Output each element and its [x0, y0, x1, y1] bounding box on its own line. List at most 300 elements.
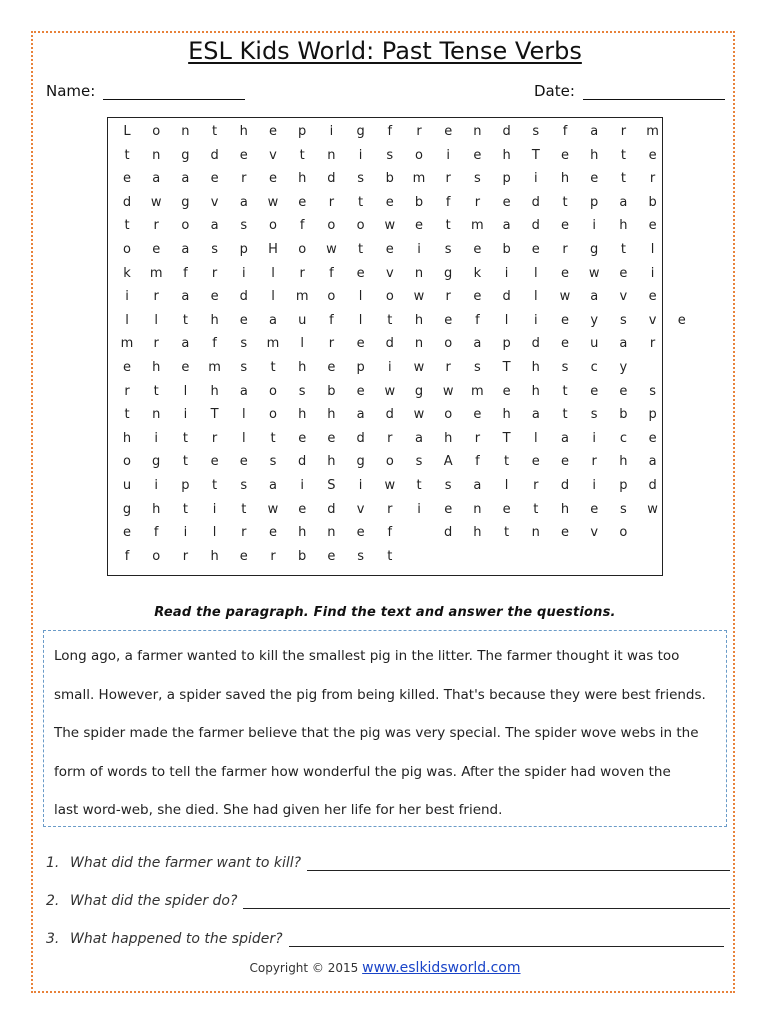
grid-letter: A [443, 454, 453, 470]
grid-letter: i [387, 360, 392, 375]
grid-letter: b [298, 548, 307, 564]
grid-letter: T [210, 407, 219, 423]
grid-letter: h [210, 383, 219, 399]
grid-letter: d [560, 478, 570, 493]
grid-letter: a [181, 289, 190, 305]
grid-letter: d [444, 525, 453, 541]
grid-letter: u [590, 336, 599, 352]
grid-letter: s [474, 360, 481, 375]
grid-letter: i [183, 525, 188, 541]
grid-letter: s [474, 171, 481, 187]
grid-letter: o [327, 289, 336, 305]
grid-letter: e [210, 171, 219, 187]
grid-letter: o [181, 218, 190, 234]
grid-letter: t [182, 454, 188, 470]
grid-letter: d [648, 478, 657, 493]
grid-letter: i [241, 265, 246, 281]
grid-letter: r [124, 383, 130, 399]
grid-letter: n [414, 265, 424, 281]
grid-letter: i [154, 430, 158, 446]
grid-letter: n [181, 124, 190, 139]
grid-letter: e [327, 430, 336, 446]
grid-letter: y [590, 312, 599, 328]
grid-letter: i [533, 312, 538, 328]
grid-letter: s [357, 171, 364, 187]
grid-letter: l [650, 242, 655, 257]
grid-letter: e [385, 194, 394, 210]
grid-letter: l [241, 430, 246, 446]
grid-letter: n [152, 147, 161, 163]
grid-letter: v [269, 147, 277, 163]
grid-letter: e [561, 312, 569, 328]
grid-letter: l [300, 336, 304, 352]
date-field[interactable] [534, 82, 725, 100]
grid-letter: p [356, 360, 365, 375]
instruction-text: Read the paragraph. Find the text and answer the questions. [154, 605, 616, 620]
grid-letter: e [444, 501, 453, 517]
grid-letter: i [592, 430, 596, 446]
paragraph-line: form of words to tell the farmer how wonderful the pig was. After the spider had woven the [54, 763, 671, 780]
grid-letter: g [590, 242, 599, 257]
grid-letter: p [648, 407, 657, 423]
grid-letter: d [122, 194, 132, 210]
grid-letter: r [328, 336, 335, 352]
grid-letter: i [533, 171, 538, 187]
grid-letter: h [619, 218, 628, 234]
grid-letter: f [153, 525, 159, 541]
grid-letter: e [590, 171, 599, 187]
grid-letter: a [181, 171, 190, 187]
grid-letter: h [298, 360, 307, 375]
grid-letter: f [475, 312, 480, 328]
grid-letter: r [299, 265, 305, 281]
website-link[interactable]: www.eslkidsworld.com [362, 960, 521, 976]
paragraph-line: small. However, a spider saved the pig from being killed. That's because they were best friends. [54, 686, 706, 703]
grid-letter: b [619, 407, 628, 423]
grid-letter: s [240, 478, 248, 493]
grid-letter: l [358, 312, 363, 328]
question-2 [46, 893, 730, 909]
grid-letter: t [533, 501, 539, 517]
grid-letter: s [620, 312, 627, 328]
grid-letter: s [590, 407, 598, 423]
grid-letter: r [474, 194, 481, 210]
grid-letter: m [120, 336, 134, 352]
grid-letter: o [444, 336, 453, 352]
grid-letter: m [208, 360, 221, 375]
grid-letter: d [356, 430, 365, 446]
grid-letter: e [473, 407, 482, 423]
grid-letter: o [152, 124, 161, 139]
grid-letter: w [647, 501, 658, 517]
grid-letter: s [415, 454, 423, 470]
grid-letter: e [561, 454, 569, 470]
grid-letter: p [619, 478, 628, 493]
grid-letter: s [649, 383, 656, 399]
grid-letter: r [153, 336, 159, 352]
grid-letter: e [239, 312, 248, 328]
grid-letter: f [183, 265, 188, 281]
grid-letter: e [590, 383, 599, 399]
grid-letter: t [182, 430, 188, 446]
grid-letter: u [122, 478, 132, 493]
grid-letter: h [298, 525, 307, 541]
grid-letter: h [298, 407, 307, 423]
grid-letter: g [414, 383, 424, 399]
grid-letter: p [239, 242, 248, 257]
grid-letter: t [241, 501, 247, 517]
grid-letter: e [239, 454, 248, 470]
grid-letter: i [650, 265, 655, 281]
grid-letter: o [123, 454, 131, 470]
grid-letter: h [619, 454, 628, 470]
grid-letter: f [329, 265, 334, 281]
grid-letter: i [417, 242, 421, 257]
grid-letter: w [588, 265, 600, 281]
grid-letter: i [125, 289, 129, 305]
grid-letter: f [387, 525, 393, 541]
grid-letter: n [414, 336, 424, 352]
answer-line-2[interactable] [243, 894, 730, 909]
paragraph-line: The spider made the farmer believe that the pig was very special. The spider wove webs in the [54, 725, 699, 741]
grid-letter: t [358, 242, 364, 257]
grid-letter: m [471, 218, 484, 234]
grid-letter: s [211, 242, 218, 257]
grid-letter: a [415, 430, 423, 446]
grid-letter: t [445, 218, 451, 234]
grid-letter: b [648, 194, 657, 210]
grid-letter: v [210, 194, 219, 210]
grid-letter: s [444, 242, 452, 257]
grid-letter: s [298, 383, 306, 399]
grid-letter: o [415, 147, 423, 163]
grid-letter: t [124, 407, 130, 423]
question-text: What did the spider do? [70, 893, 238, 909]
grid-letter: l [271, 289, 275, 305]
grid-letter: d [502, 289, 511, 305]
grid-letter: w [413, 360, 425, 375]
grid-letter: o [298, 242, 307, 257]
grid-letter: a [590, 124, 599, 139]
grid-letter: f [562, 124, 568, 139]
grid-letter: f [387, 124, 393, 139]
grid-letter: g [356, 124, 365, 139]
grid-letter: s [357, 548, 364, 564]
grid-letter: h [210, 312, 219, 328]
grid-letter: t [504, 525, 510, 541]
grid-letter: n [473, 501, 482, 517]
grid-letter: w [413, 407, 425, 423]
paragraph-line: Long ago, a farmer wanted to kill the smallest pig in the litter. The farmer thought it was too [54, 648, 680, 664]
grid-letter: p [502, 171, 511, 187]
grid-letter: r [474, 430, 481, 446]
grid-letter: p [590, 194, 599, 210]
grid-letter: i [212, 501, 217, 517]
grid-letter: e [385, 242, 394, 257]
grid-letter: h [531, 383, 540, 399]
grid-letter: b [327, 383, 336, 399]
grid-letter: m [471, 383, 484, 399]
grid-letter: h [560, 501, 570, 517]
grid-letter: n [152, 407, 161, 423]
grid-letter: t [620, 242, 626, 257]
grid-letter: e [648, 218, 657, 234]
grid-letter: n [327, 525, 336, 541]
grid-letter: e [210, 454, 219, 470]
grid-letter: r [328, 194, 335, 210]
grid-letter: l [504, 478, 509, 493]
grid-letter: t [620, 147, 626, 163]
question-number: 2. [46, 893, 60, 909]
paragraph-line: last word-web, she died. She had given her life for her best friend. [54, 802, 503, 818]
grid-letter: e [356, 265, 365, 281]
grid-letter: H [268, 242, 278, 257]
grid-letter: r [211, 430, 218, 446]
grid-letter: e [327, 360, 336, 375]
grid-letter: m [149, 265, 163, 281]
grid-letter: h [152, 360, 161, 375]
grid-letter: f [299, 218, 305, 234]
grid-letter: l [533, 289, 538, 305]
grid-letter: d [531, 336, 540, 352]
grid-letter: d [385, 336, 394, 352]
grid-letter: t [212, 478, 218, 493]
grid-letter: v [356, 501, 365, 517]
grid-letter: e [619, 265, 628, 281]
grid-letter: e [648, 289, 657, 305]
grid-letter: p [181, 478, 190, 493]
grid-letter: r [649, 336, 656, 352]
grid-letter: e [502, 194, 511, 210]
grid-letter: v [590, 525, 599, 541]
word-search-grid [107, 117, 686, 576]
grid-letter: d [502, 124, 511, 139]
grid-letter: k [123, 265, 131, 281]
grid-letter: y [619, 360, 628, 375]
grid-letter: h [444, 430, 453, 446]
grid-letter: i [329, 124, 334, 139]
grid-letter: e [473, 289, 482, 305]
grid-letter: h [122, 430, 132, 446]
grid-letter: e [269, 171, 277, 187]
grid-letter: h [502, 147, 511, 163]
grid-letter: m [266, 336, 280, 352]
grid-letter: l [241, 407, 246, 423]
grid-letter: w [326, 242, 337, 257]
answer-line-1[interactable] [307, 856, 730, 871]
grid-letter: r [445, 289, 451, 305]
grid-letter: s [240, 360, 248, 375]
grid-letter: p [298, 124, 307, 139]
grid-letter: S [327, 478, 336, 493]
grid-letter: h [152, 501, 161, 517]
grid-letter: w [150, 194, 162, 210]
grid-letter: r [387, 430, 393, 446]
grid-letter: l [358, 289, 363, 305]
grid-letter: g [181, 147, 190, 163]
grid-letter: o [356, 218, 365, 234]
grid-letter: T [531, 147, 540, 163]
grid-letter: e [356, 525, 365, 541]
grid-letter: a [531, 407, 540, 423]
grid-letter: a [210, 218, 219, 234]
grid-letter: r [445, 171, 451, 187]
grid-letter: r [241, 525, 247, 541]
grid-letter: w [267, 194, 279, 210]
grid-letter: e [327, 548, 336, 564]
question-number: 3. [46, 931, 60, 947]
grid-letter: o [269, 407, 277, 423]
grid-letter: e [590, 501, 599, 517]
grid-letter: a [619, 194, 628, 210]
grid-letter: f [124, 548, 130, 564]
grid-letter: n [327, 147, 336, 163]
grid-letter: t [387, 548, 393, 564]
grid-letter: t [182, 501, 188, 517]
grid-letter: e [561, 147, 569, 163]
grid-letter: e [648, 430, 657, 446]
grid-letter: a [648, 454, 657, 470]
grid-letter: a [356, 407, 365, 423]
name-field[interactable] [46, 82, 245, 100]
grid-letter: w [559, 289, 571, 305]
grid-letter: r [211, 265, 218, 281]
answer-line-3[interactable] [289, 932, 724, 947]
grid-letter: c [619, 430, 627, 446]
grid-letter: g [181, 194, 190, 210]
grid-letter: p [502, 336, 511, 352]
grid-letter: s [532, 124, 540, 139]
grid-letter: a [590, 289, 599, 305]
grid-letter: w [384, 478, 396, 493]
grid-letter: w [442, 383, 454, 399]
grid-letter: t [299, 147, 305, 163]
grid-letter: t [153, 383, 159, 399]
grid-letter: h [210, 548, 219, 564]
grid-letter: e [269, 124, 277, 139]
grid-letter: e [210, 289, 219, 305]
grid-letter: o [123, 242, 131, 257]
grid-letter: t [212, 124, 218, 139]
grid-letter: e [648, 147, 657, 163]
grid-letter: e [239, 147, 248, 163]
grid-letter: h [473, 525, 482, 541]
grid-letter: a [473, 336, 482, 352]
grid-letter: n [473, 124, 482, 139]
grid-letter: L [123, 124, 131, 139]
grid-letter: t [562, 383, 568, 399]
grid-letter: b [414, 194, 424, 210]
grid-letter: r [445, 360, 451, 375]
grid-letter: o [385, 289, 394, 305]
grid-letter: t [358, 194, 364, 210]
grid-letter: a [269, 312, 277, 328]
grid-letter: T [502, 430, 511, 446]
grid-letter: v [648, 312, 657, 328]
grid-letter: r [416, 124, 422, 139]
grid-letter: r [649, 171, 656, 187]
grid-letter: t [270, 360, 276, 375]
grid-letter: a [181, 242, 190, 257]
grid-letter: t [504, 454, 510, 470]
grid-letter: r [270, 548, 276, 564]
grid-letter: e [123, 171, 131, 187]
grid-letter: d [531, 194, 540, 210]
grid-letter: e [561, 336, 569, 352]
grid-letter: a [239, 194, 248, 210]
grid-letter: s [561, 360, 569, 375]
grid-letter: w [267, 501, 279, 517]
grid-letter: e [123, 525, 131, 541]
grid-letter: f [445, 194, 451, 210]
grid-letter: a [619, 336, 628, 352]
grid-letter: r [153, 218, 159, 234]
grid-letter: e [444, 124, 453, 139]
grid-letter: o [444, 407, 453, 423]
grid-letter: h [531, 360, 540, 375]
grid-letter: i [446, 147, 450, 163]
grid-letter: T [502, 360, 511, 375]
grid-letter: u [298, 312, 307, 328]
question-number: 1. [46, 855, 60, 871]
grid-letter: m [295, 289, 309, 305]
grid-letter: s [269, 454, 277, 470]
grid-letter: i [592, 218, 596, 234]
grid-letter: t [387, 312, 393, 328]
question-text: What happened to the spider? [70, 931, 283, 947]
grid-letter: h [327, 407, 336, 423]
grid-letter: g [152, 454, 161, 470]
worksheet-title: ESL Kids World: Past Tense Verbs [188, 37, 582, 65]
grid-letter: a [269, 478, 277, 493]
grid-letter: m [412, 171, 426, 187]
grid-letter: e [298, 194, 307, 210]
grid-letter: l [271, 265, 275, 281]
grid-letter: r [153, 289, 159, 305]
grid-letter: s [240, 218, 248, 234]
grid-letter: i [504, 265, 509, 281]
footer [0, 960, 770, 976]
grid-letter: l [533, 265, 538, 281]
grid-letter: a [152, 171, 161, 187]
grid-letter: e [619, 383, 628, 399]
grid-letter: c [590, 360, 598, 375]
grid-letter: h [239, 124, 248, 139]
grid-letter: t [562, 407, 568, 423]
grid-letter: o [269, 218, 277, 234]
grid-letter: s [386, 147, 394, 163]
date-line[interactable] [583, 85, 725, 100]
grid-letter: t [124, 147, 130, 163]
grid-letter: b [385, 171, 394, 187]
reading-paragraph-box [43, 630, 727, 827]
grid-letter: v [619, 289, 628, 305]
grid-letter: f [212, 336, 217, 352]
grid-letter: o [619, 525, 628, 541]
grid-letter: b [502, 242, 511, 257]
grid-letter: r [562, 242, 568, 257]
grid-letter: v [385, 265, 394, 281]
grid-letter: e [561, 265, 569, 281]
grid-letter: h [298, 171, 307, 187]
grid-letter: e [123, 360, 131, 375]
grid-letter: e [152, 242, 161, 257]
grid-letter: l [504, 312, 509, 328]
question-1 [46, 855, 730, 871]
grid-letter: d [239, 289, 248, 305]
name-line[interactable] [103, 85, 245, 100]
grid-letter: a [181, 336, 190, 352]
